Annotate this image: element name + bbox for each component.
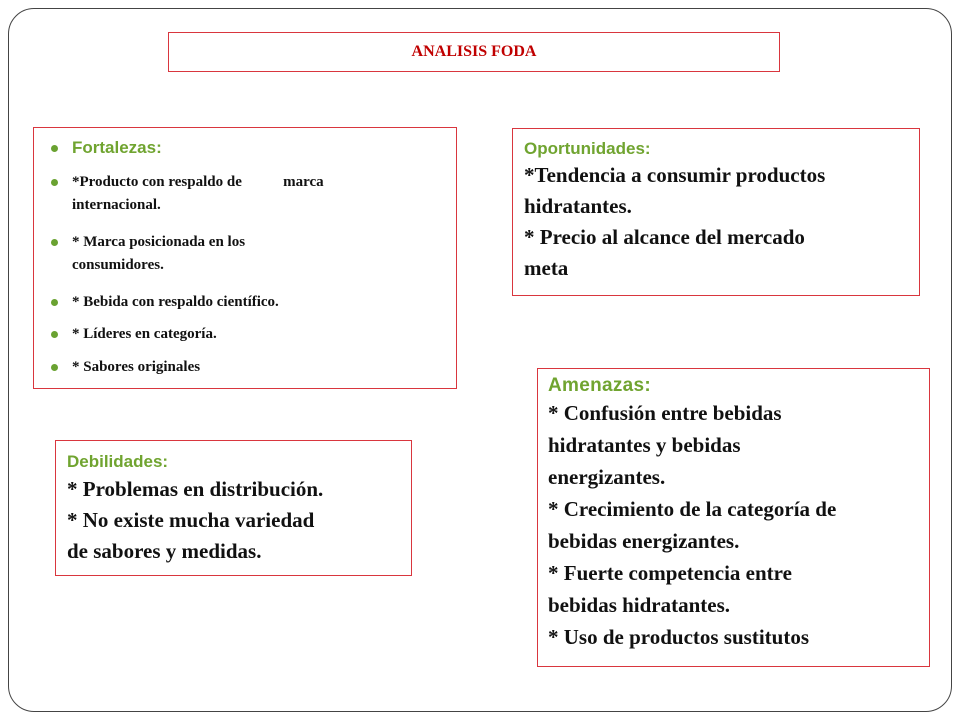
amenazas-box [537, 368, 930, 667]
amenazas-line: * Crecimiento de la categoría de [548, 497, 837, 521]
debilidades-heading: Debilidades: [67, 452, 169, 471]
bullet-icon [51, 239, 58, 246]
debilidades-line: * Problemas en distribución. [67, 477, 324, 501]
amenazas-text [548, 397, 921, 653]
title-box [168, 32, 780, 72]
amenazas-line: energizantes. [548, 465, 666, 489]
fortalezas-item-2-line-2: consumidores. [72, 257, 164, 273]
fortalezas-box [33, 127, 457, 389]
oportunidades-heading: Oportunidades: [524, 139, 651, 158]
amenazas-line: * Uso de productos sustitutos [548, 625, 809, 649]
bullet-icon [51, 299, 58, 306]
amenazas-line: hidratantes y bebidas [548, 433, 741, 457]
oportunidades-line: * Precio al alcance del mercado [524, 225, 805, 249]
oportunidades-text [524, 160, 909, 284]
fortalezas-item-1-line-1: *Producto con respaldo de marca [72, 174, 324, 190]
amenazas-line: * Confusión entre bebidas [548, 401, 782, 425]
fortalezas-item-4: * Líderes en categoría. [72, 326, 217, 342]
fortalezas-heading: Fortalezas: [72, 138, 162, 157]
bullet-icon [51, 179, 58, 186]
oportunidades-line: hidratantes. [524, 194, 632, 218]
fortalezas-item-2-line-1: * Marca posicionada en los [72, 234, 246, 250]
fortalezas-item-1-line-2: internacional. [72, 197, 161, 213]
slide-title: ANALISIS FODA [411, 43, 537, 60]
amenazas-heading: Amenazas: [548, 375, 652, 396]
debilidades-box [55, 440, 412, 576]
bullet-icon [51, 331, 58, 338]
oportunidades-box [512, 128, 920, 296]
fortalezas-item-3: * Bebida con respaldo científico. [72, 294, 279, 310]
debilidades-text [67, 474, 403, 567]
amenazas-line: * Fuerte competencia entre [548, 561, 792, 585]
fortalezas-item-5: * Sabores originales [72, 359, 201, 375]
bullet-icon [51, 364, 58, 371]
oportunidades-line: *Tendencia a consumir productos [524, 163, 826, 187]
debilidades-line: de sabores y medidas. [67, 539, 262, 563]
amenazas-line: bebidas hidratantes. [548, 593, 731, 617]
amenazas-line: bebidas energizantes. [548, 529, 740, 553]
oportunidades-line: meta [524, 256, 569, 280]
debilidades-line: * No existe mucha variedad [67, 508, 315, 532]
bullet-icon [51, 145, 58, 152]
